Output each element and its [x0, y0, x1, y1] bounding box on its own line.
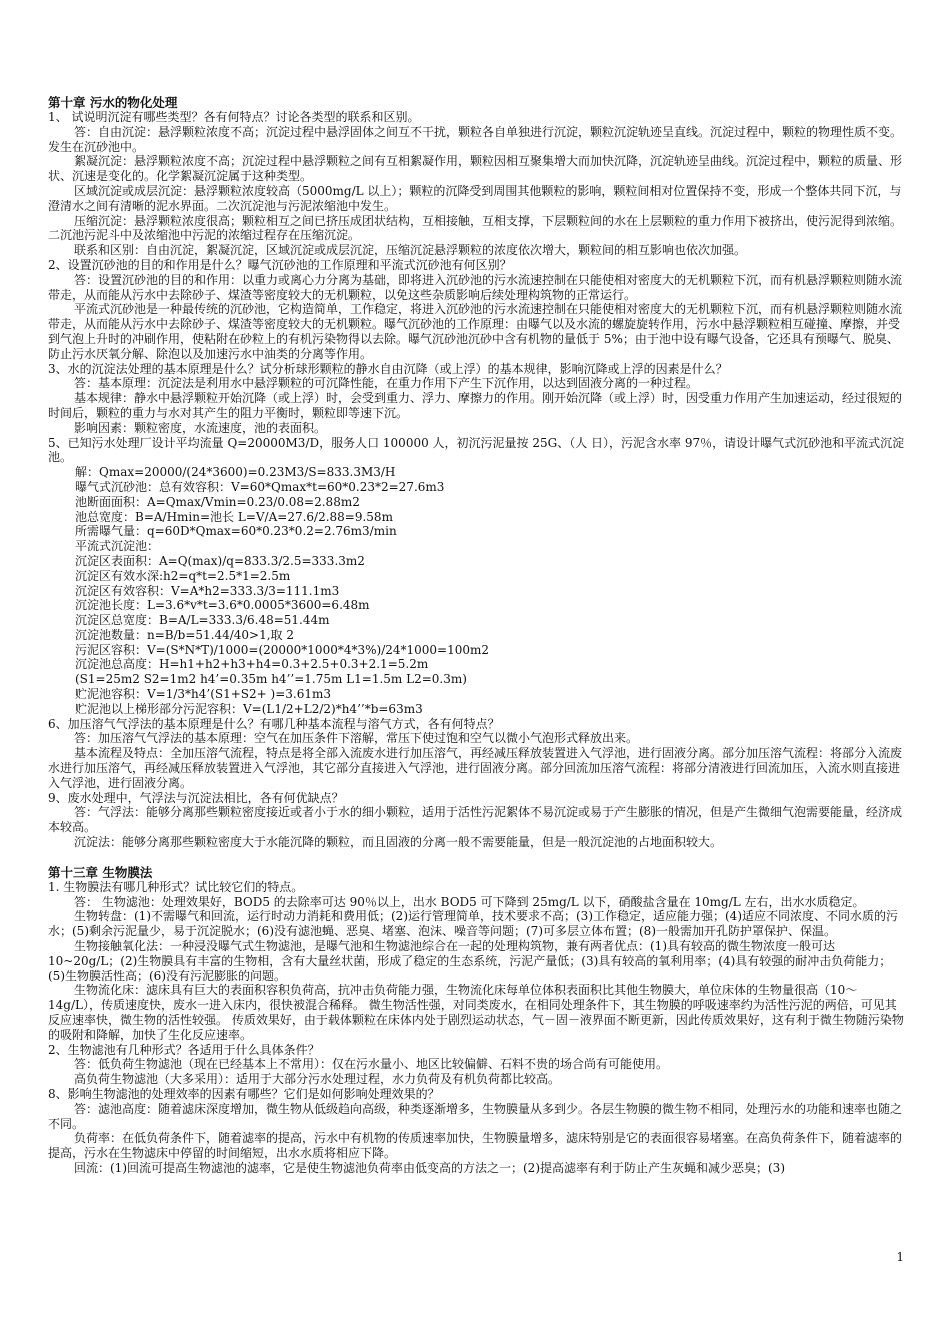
answer-paragraph: 答：自由沉淀：悬浮颗粒浓度不高；沉淀过程中悬浮固体之间互不干扰，颗粒各自单独进行沉淀，颗粒沉淀轨迹呈直线。沉淀过程中，颗粒的物理性质不变。发生在沉砂池中。 [48, 124, 903, 154]
calc-line: 贮泥池容积：V=1/3*h4’(S1+S2+ )=3.61m3 [75, 687, 331, 702]
calc-line: 沉淀区有效容积：V=A*h2=333.3/3=111.1m3 [75, 583, 340, 598]
answer-paragraph: 生物流化床：滤床具有巨大的表面积容积负荷高，抗冲击负荷能力强，生物流化床每单位体积表面积比其他生物膜大，单位床体的生物量很高（10～14g/L），传质速度快，废水一进入床内，很快被混合稀释。 微生物活性强，对同类废水，在相同处理条件下，其生物膜的呼吸速率约为活性污泥的两倍，可见其反应速率快，微生物的活性较强。 传质效果好，由于载体颗粒在床体内处于剧烈运动状态，气－固－液界面不断更新，因此传质效果好，这有利于微生物随污染物的吸附和降解，加快了生化反应速率。 [48, 983, 904, 1042]
answer-paragraph: 答：低负荷生物滤池（现在已经基本上不常用）：仅在污水量小、地区比较偏僻、石料不贵的场合尚有可能使用。 [74, 1057, 669, 1072]
calc-line: 沉淀区表面积：A=Q(max)/q=833.3/2.5=333.3m2 [75, 553, 365, 568]
calc-line: (S1=25m2 S2=1m2 h4’=0.35m h4’’=1.75m L1=1.5m L2=0.3m) [75, 672, 467, 687]
question-6: 6、加压溶气气浮法的基本原理是什么？有哪几种基本流程与溶气方式，各有何特点？ [48, 716, 500, 731]
answer-paragraph: 回流：(1)回流可提高生物滤池的滤率，它是使生物滤池负荷率由低变高的方法之一；(2)提高滤率有利于防止产生灰蝇和减少恶臭；(3) [74, 1160, 785, 1175]
question-9: 9、废水处理中，气浮法与沉淀法相比，各有何优缺点？ [48, 790, 344, 805]
answer-paragraph: 高负荷生物滤池（大多采用）：适用于大部分污水处理过程，水力负荷及有机负荷都比较高。 [74, 1072, 561, 1087]
calc-line: 所需曝气量：q=60D*Qmax=60*0.23*0.2=2.76m3/min [75, 524, 397, 539]
calc-line: 池总宽度：B=A/Hmin=池长 L=V/A=27.6/2.88=9.58m [75, 509, 393, 524]
question-1: 1、 试说明沉淀有哪些类型？各有何特点？讨论各类型的联系和区别。 [48, 110, 420, 124]
answer-paragraph: 答：设置沉砂池的目的和作用：以重力或离心力分离为基础，即将进入沉砂池的污水流速控制在只能使相对密度大的无机颗粒下沉，而有机悬浮颗粒则随水流带走，从而能从污水中去除砂子、煤渣等密度较大的无机颗粒，以免这些杂质影响后续处理构筑物的正常运行。 [48, 272, 903, 302]
calc-line: 沉淀区有效水深:h2=q*t=2.5*1=2.5m [75, 568, 291, 583]
chapter10-title: 第十章 污水的物化处理 [48, 95, 178, 110]
calc-line: 沉淀区总宽度：B=A/L=333.3/6.48=51.44m [75, 613, 330, 628]
calc-line: 解：Qmax=20000/(24*3600)=0.23M3/S=833.3M3/H [75, 465, 396, 480]
answer-paragraph: 答：气浮法：能够分离那些颗粒密度接近或者小于水的细小颗粒，适用于活性污泥絮体不易沉淀或易于产生膨胀的情况，但是产生微细气泡需要能量，经济成本较高。 [48, 805, 903, 835]
calc-line: 池断面面积：A=Qmax/Vmin=0.23/0.08=2.88m2 [75, 494, 360, 509]
calc-line: 沉淀池总高度：H=h1+h2+h3+h4=0.3+2.5+0.3+2.1=5.2m [75, 657, 429, 672]
question-2: 2、设置沉砂池的目的和作用是什么？曝气沉砂池的工作原理和平流式沉砂池有何区别？ [48, 257, 512, 272]
answer-paragraph: 影响因素：颗粒密度，水流速度，池的表面积。 [74, 420, 327, 435]
answer-paragraph: 答：加压溶气气浮法的基本原理：空气在加压条件下溶解，常压下使过饱和空气以微小气泡形式释放出来。 [74, 731, 639, 746]
calc-line: 曝气式沉砂池：总有效容积：V=60*Qmax*t=60*0.23*2=27.6m3 [75, 479, 445, 494]
calc-line: 平流式沉淀池： [75, 539, 160, 554]
answer-paragraph: 沉淀法：能够分离那些颗粒密度大于水能沉降的颗粒，而且固液的分离一般不需要能量，但是一般沉淀池的占地面积较大。 [74, 835, 723, 850]
answer-paragraph: 压缩沉淀：悬浮颗粒浓度很高；颗粒相互之间已挤压成团状结构，互相接触，互相支撑，下层颗粒间的水在上层颗粒的重力作用下被挤出，使污泥得到浓缩。二沉池污泥斗中及浓缩池中污泥的浓缩过程存在压缩沉淀。 [48, 213, 903, 243]
chapter13-title: 第十三章 生物膜法 [48, 864, 153, 880]
calc-line: 贮泥池以上梯形部分污泥容积：V=(L1/2+L2/2)*h4’’*b=63m3 [75, 701, 423, 716]
calc-line: 沉淀池长度：L=3.6*v*t=3.6*0.0005*3600=6.48m [75, 598, 370, 613]
page-number: 1 [896, 1250, 904, 1264]
answer-paragraph: 生物转盘：(1)不需曝气和回流，运行时动力消耗和费用低；(2)运行管理简单，技术要求不高；(3)工作稳定，适应能力强；(4)适应不同浓度、不同水质的污水；(5)剩余污泥量少，易于沉淀脱水；(6)没有滤池蝇、恶臭、堵塞、泡沫、噪音等问题；(7)可多层立体布置；(8)一般需加开孔防护罩保护、保温。 [48, 909, 898, 939]
question-2: 2、生物滤池有几种形式？各适用于什么具体条件？ [48, 1042, 320, 1057]
question-1: 1. 生物膜法有哪几种形式？试比较它们的特点。 [48, 879, 304, 894]
answer-paragraph: 基本规律：静水中悬浮颗粒开始沉降（或上浮）时，会受到重力、浮力、摩擦力的作用。刚开始沉降（或上浮）时，因受重力作用产生加速运动，经过很短的时间后，颗粒的重力与水对其产生的阻力平衡时，颗粒即等速下沉。 [48, 391, 903, 420]
question-8: 8、影响生物滤池的处理效率的因素有哪些？它们是如何影响处理效果的？ [48, 1087, 440, 1101]
answer-paragraph: 絮凝沉淀：悬浮颗粒浓度不高；沉淀过程中悬浮颗粒之间有互相絮凝作用，颗粒因相互聚集增大而加快沉降，沉淀轨迹呈曲线。沉淀过程中，颗粒的质量、形状、沉速是变化的。化学絮凝沉淀属于这种类型。 [48, 154, 903, 184]
calc-line: 污泥区容积：V=(S*N*T)/1000=(20000*1000*4*3%)/24*1000=100m2 [75, 642, 490, 657]
answer-paragraph: 联系和区别：自由沉淀，絮凝沉淀，区域沉淀或成层沉淀，压缩沉淀悬浮颗粒的浓度依次增大，颗粒间的相互影响也依次加强。 [74, 243, 747, 258]
answer-paragraph: 基本流程及特点：全加压溶气流程，特点是将全部入流废水进行加压溶气，再经减压释放装置进入气浮池，进行固液分离。部分加压溶气流程：将部分入流废水进行加压溶气，再经减压释放装置进入气浮池，其它部分直接进入气浮池，进行固液分离。部分回流加压溶气流程：将部分清液进行回流加压，入流水则直接进入气浮池，进行固液分离。 [48, 746, 903, 790]
question-3: 3、水的沉淀法处理的基本原理是什么？试分析球形颗粒的静水自由沉降（或上浮）的基本规律，影响沉降或上浮的因素是什么？ [48, 361, 728, 376]
answer-paragraph: 答：滤池高度：随着滤床深度增加，微生物从低级趋向高级，种类逐渐增多，生物膜量从多到少。各层生物膜的微生物不相同，处理污水的功能和速率也随之不同。 [48, 1101, 903, 1131]
answer-paragraph: 平流式沉砂池是一种最传统的沉砂池，它构造简单，工作稳定，将进入沉砂池的污水流速控制在只能使相对密度大的无机颗粒下沉，而有机悬浮颗粒则随水流带走，从而能从污水中去除砂子、煤渣等密度较大的无机颗粒。曝气沉砂池的工作原理：由曝气以及水流的螺旋旋转作用，污水中悬浮颗粒相互碰撞、摩擦，并受到气泡上升时的冲刷作用，使粘附在砂粒上的有机污染物得以去除。曝气沉砂池沉砂中含有机物的量低于 5%；由于池中设有曝气设备，它还具有预曝气、脱臭、防止污水厌氧分解、除泡以及加速污水中油类的分离等作用。 [48, 302, 903, 361]
answer-paragraph: 答：基本原理：沉淀法是利用水中悬浮颗粒的可沉降性能，在重力作用下产生下沉作用，以达到固液分离的一种过程。 [74, 376, 699, 391]
answer-paragraph: 区域沉淀或成层沉淀：悬浮颗粒浓度较高（5000mg/L 以上）；颗粒的沉降受到周围其他颗粒的影响，颗粒间相对位置保持不变，形成一个整体共同下沉，与澄清水之间有清晰的泥水界面。二次沉淀池与污泥浓缩池中发生。 [48, 183, 902, 213]
calculation-block [48, 465, 905, 717]
calc-line: 沉淀池数量：n=B/b=51.44/40>1,取 2 [75, 627, 295, 642]
question-5: 5、已知污水处理厂设计平均流量 Q=20000M3/D，服务人口 100000 人，初沉污泥量按 25G、（人 日），污泥含水率 97％，请设计曝气式沉砂池和平流式沉淀池。 [48, 435, 905, 465]
answer-paragraph: 生物接触氧化法：一种浸没曝气式生物滤池，是曝气池和生物滤池综合在一起的处理构筑物，兼有两者优点：(1)具有较高的微生物浓度一般可达 10~20g/L；(2)生物膜具有丰富的生物相，含有大量丝状菌，形成了稳定的生态系统，污泥产量低；(3)具有较高的氧利用率；(4)具有较强的耐冲击负荷能力； (5)生物膜活性高；(6)没有污泥膨胀的问题。 [48, 939, 892, 983]
answer-paragraph: 答： 生物滤池：处理效果好，BOD5 的去除率可达 90％以上，出水 BOD5 可下降到 25mg/L 以下，硝酸盐含量在 10mg/L 左右，出水水质稳定。 [74, 894, 865, 909]
answer-paragraph: 负荷率：在低负荷条件下，随着滤率的提高，污水中有机物的传质速率加快，生物膜量增多，滤床特别是它的表面很容易堵塞。在高负荷条件下，随着滤率的提高，污水在生物滤床中停留的时间缩短，出水水质将相应下降。 [48, 1131, 903, 1161]
